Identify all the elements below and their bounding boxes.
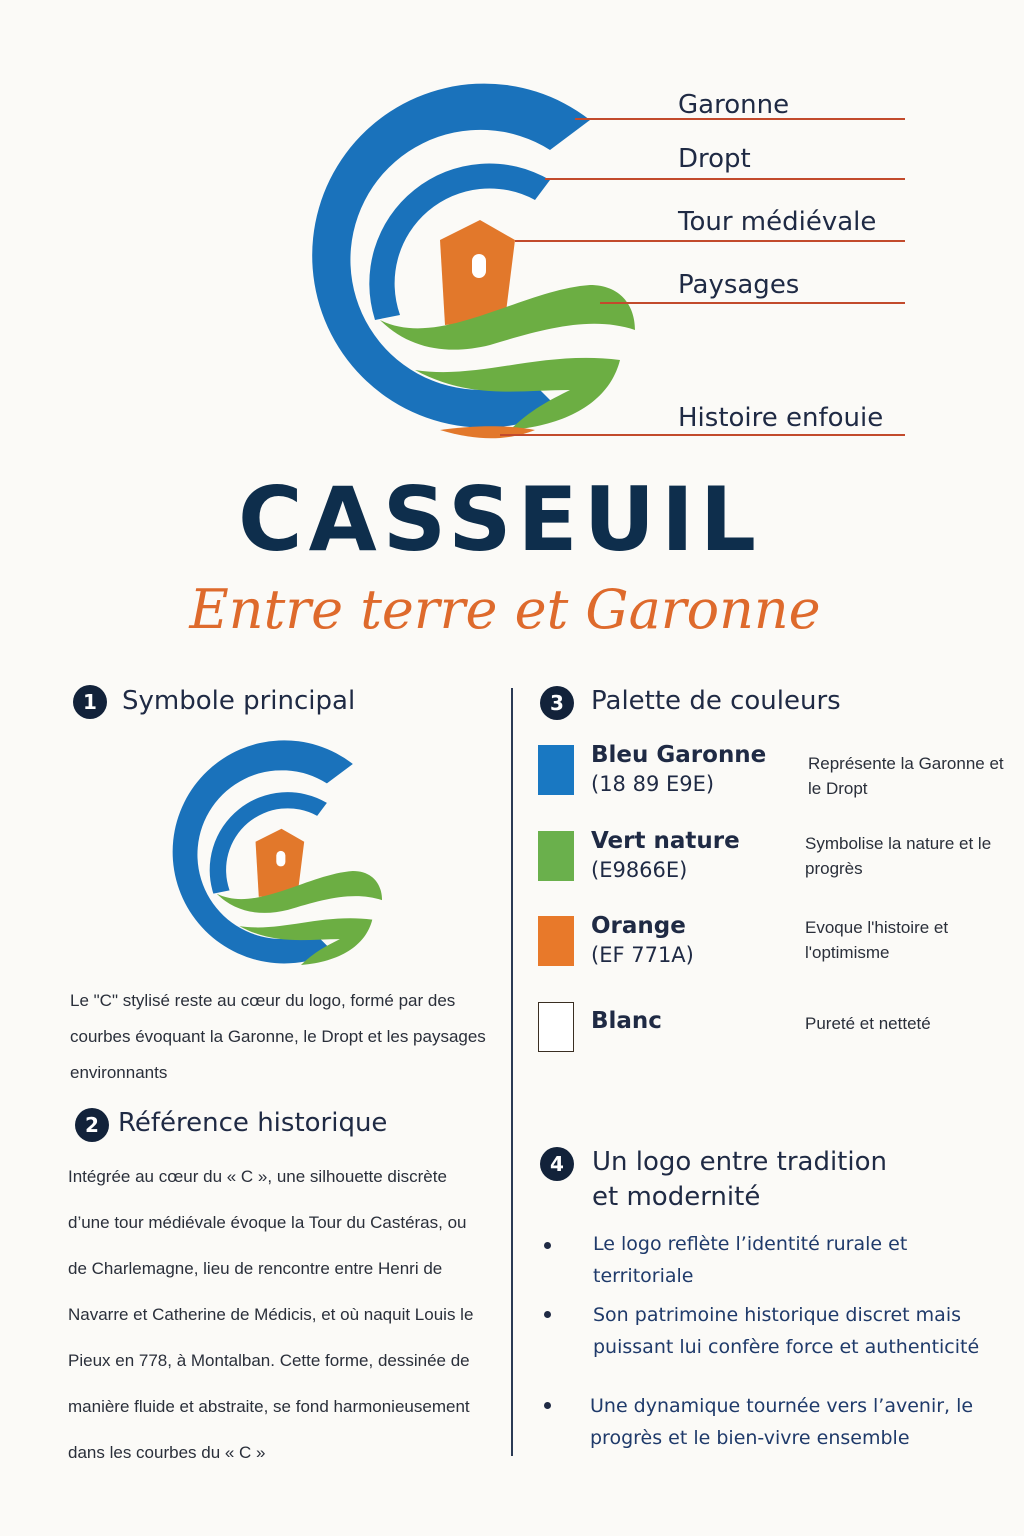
swatch-orange-name: Orange [591,913,686,939]
callout-line-dropt [545,178,905,180]
swatch-orange-desc: Evoque l'histoire et l'optimisme [805,918,949,962]
small-logo-emblem [155,738,395,978]
callout-line-history [500,434,905,436]
buried-history-shape [440,426,535,438]
swatch-blue [538,745,574,795]
main-logo-emblem [290,80,650,450]
swatch-white-name: Blanc [591,1008,662,1034]
section-1-title: Symbole principal [122,686,356,716]
section-1-badge: 1 [73,685,107,719]
swatch-green [538,831,574,881]
bullet-item-3: Une dynamique tournée vers l’avenir, le progrès et le bien-vivre ensemble [590,1395,974,1449]
swatch-green-desc: Symbolise la nature et le progrès [805,834,992,878]
brand-name: CASSEUIL [238,468,762,571]
section-4-title-line1: Un logo entre tradition [592,1147,887,1177]
callout-line-landscapes [600,302,905,304]
swatch-blue-name: Bleu Garonne [591,742,767,768]
section-2-badge: 2 [75,1108,109,1142]
section-3-badge: 3 [540,686,574,720]
section-4-badge: 4 [540,1147,574,1181]
bullet-dot [544,1402,551,1409]
callout-history: Histoire enfouie [678,403,884,433]
swatch-white [538,1002,574,1052]
swatch-orange [538,916,574,966]
swatch-green-code: (E9866E) [591,858,688,882]
section-4-title-line2: et modernité [592,1182,761,1212]
section-3-title: Palette de couleurs [591,686,841,716]
callout-line-tower [515,240,905,242]
column-divider [511,688,513,1456]
callout-dropt: Dropt [678,144,751,174]
section-2-text: Intégrée au cœur du « C », une silhouette discrète d’une tour médiévale évoque la Tour du Castéras, ou de Charlemagne, lieu de rencontre entre Henri de Navarre et Catherine de Médicis, et où naquit Louis le Pieux en 778, à Montalban. Cette forme, dessinée de manière fluide et abstraite, se fond harmonieusement dans les courbes du « C » [68,1167,474,1462]
callout-garonne: Garonne [678,90,790,120]
bullet-dot [544,1242,551,1249]
swatch-white-desc: Pureté et netteté [805,1014,931,1033]
bullet-dot [544,1311,551,1318]
swatch-blue-desc: Représente la Garonne et le Dropt [808,754,1004,798]
bullet-item-1: Le logo reflète l’identité rurale et territoriale [593,1233,908,1287]
swatch-green-name: Vert nature [591,828,740,854]
bullet-item-2: Son patrimoine historique discret mais puissant lui confère force et authenticité [593,1304,980,1358]
brand-tagline: Entre terre et Garonne [189,578,821,641]
swatch-orange-code: (EF 771A) [591,943,694,967]
section-1-text: Le "C" stylisé reste au cœur du logo, formé par des courbes évoquant la Garonne, le Dropt et les paysages environnants [70,991,486,1082]
section-2-title: Référence historique [118,1108,388,1138]
callout-tower: Tour médiévale [678,207,877,237]
swatch-blue-code: (18 89 E9E) [591,772,715,796]
callout-landscapes: Paysages [678,270,800,300]
